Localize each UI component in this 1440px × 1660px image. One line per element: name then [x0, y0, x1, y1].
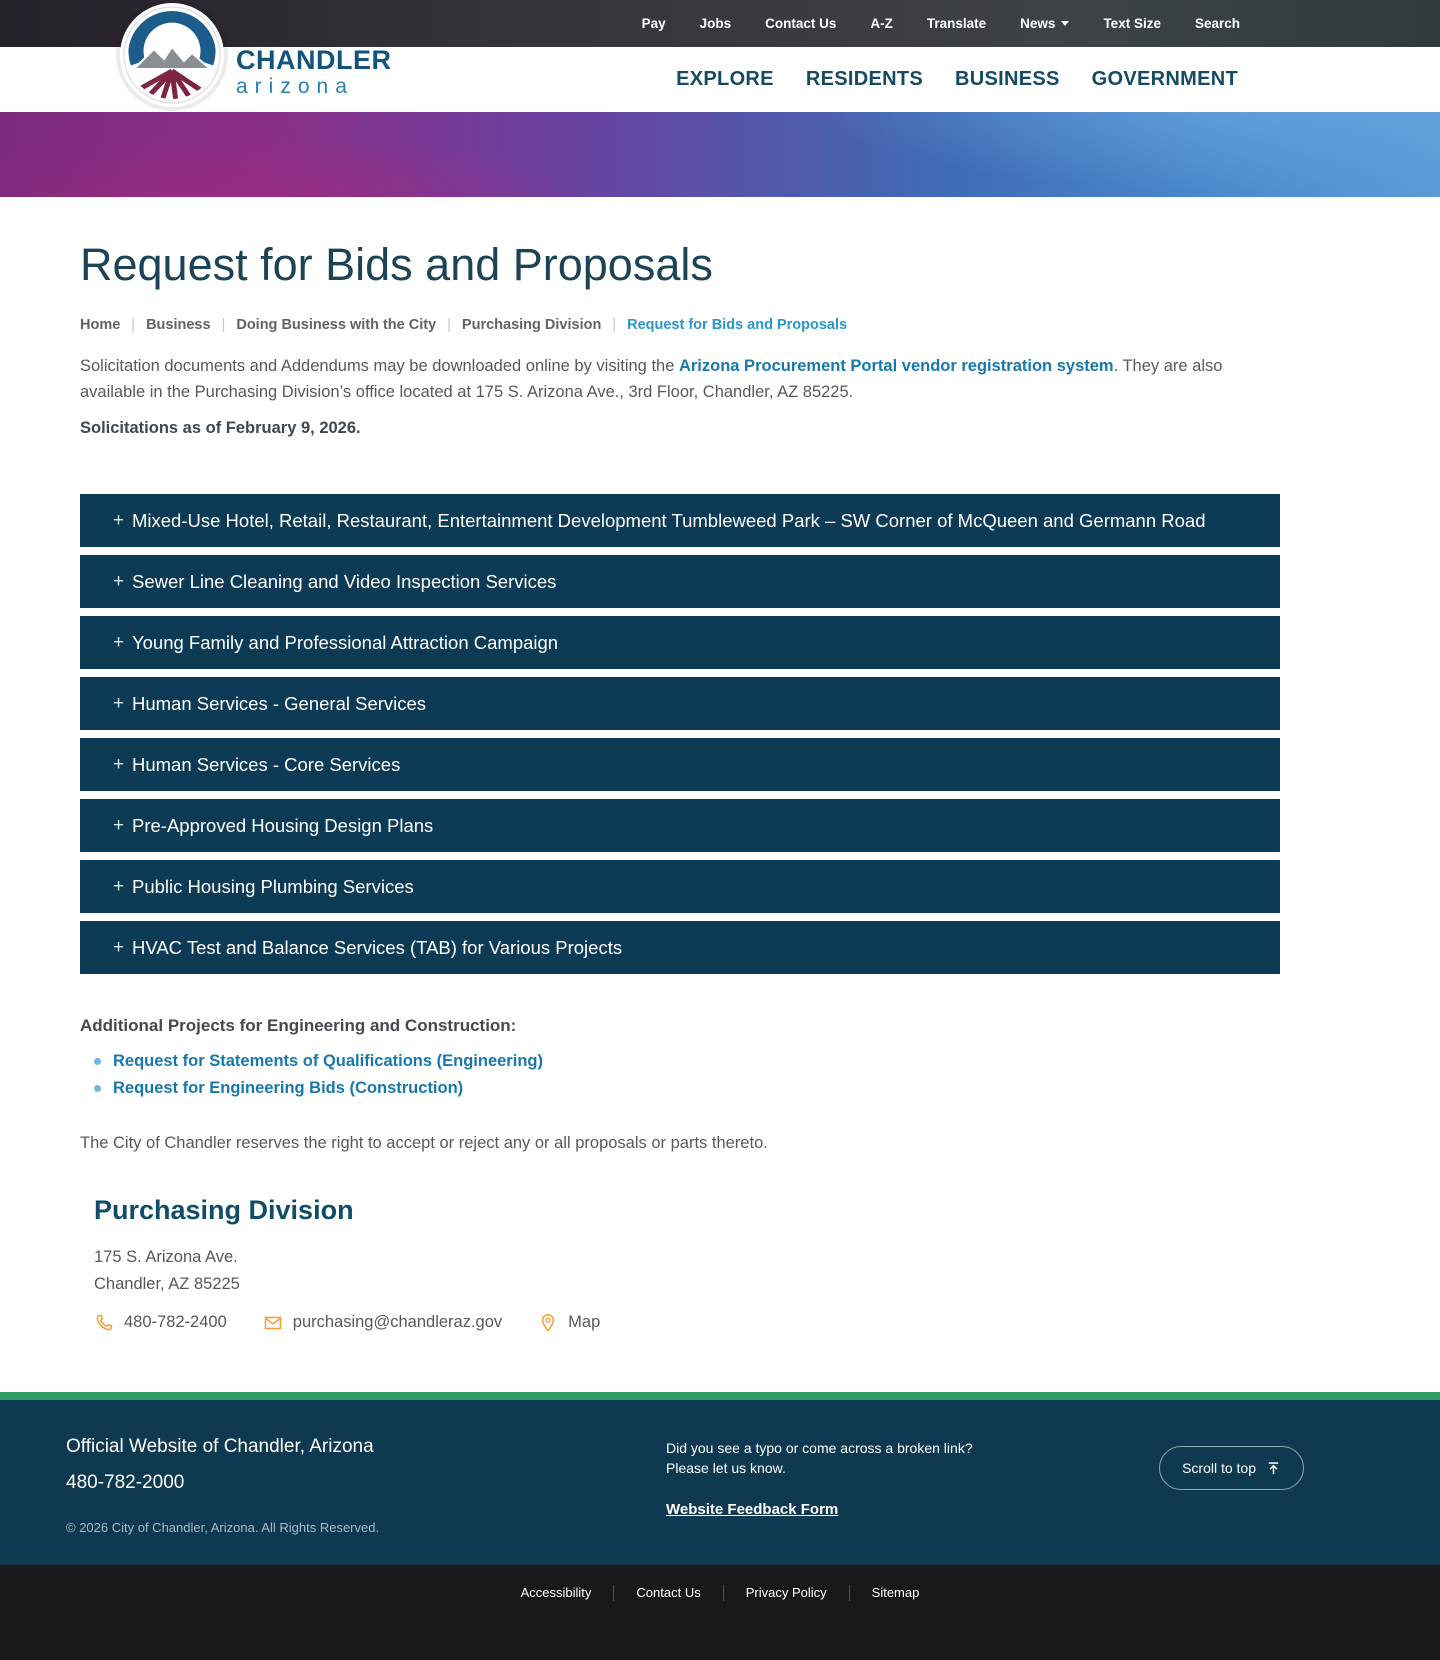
main-content — [80, 197, 1280, 1333]
contact-address — [94, 1244, 1280, 1297]
utility-link-label: A-Z — [870, 16, 893, 31]
utility-link-search[interactable] — [1195, 16, 1240, 31]
intro-text-after: . They are also available in the Purchasing Division’s office located at 175 S. Arizona Ave., 3rd Floor, Chandler, AZ 85225. — [80, 357, 1223, 402]
map-label: Map — [568, 1313, 601, 1332]
arrow-up-to-line-icon — [1266, 1461, 1281, 1476]
privacy-policy-link[interactable]: Privacy Policy — [723, 1585, 849, 1601]
breadcrumb-separator: | — [612, 317, 617, 333]
contact-links-row — [94, 1313, 1280, 1333]
utility-link-label: Text Size — [1103, 16, 1161, 31]
plus-icon: + — [113, 875, 125, 897]
utility-link-contact-us[interactable] — [765, 16, 836, 31]
solicitations-date-line: Solicitations as of February 9, 2026. — [80, 419, 361, 438]
accordion-label: Public Housing Plumbing Services — [132, 875, 414, 897]
breadcrumb-business[interactable]: Business — [146, 317, 211, 333]
list-item — [80, 1079, 1280, 1098]
address-line-2: Chandler, AZ 85225 — [94, 1274, 240, 1293]
bullet-icon — [94, 1058, 101, 1065]
accordion-label: Mixed-Use Hotel, Retail, Restaurant, Entertainment Development Tumbleweed Park – SW Corner of McQueen and Germann Road — [132, 509, 1206, 531]
nav-government[interactable]: GOVERNMENT — [1091, 68, 1238, 90]
map-link[interactable] — [538, 1313, 600, 1333]
breadcrumb-home[interactable]: Home — [80, 317, 121, 333]
address-line-1: 175 S. Arizona Ave. — [94, 1248, 238, 1267]
plus-icon: + — [113, 936, 125, 958]
accordion-public-housing-plumbing[interactable] — [80, 860, 1280, 913]
caret-down-icon — [1061, 21, 1069, 26]
accordion-label: Human Services - Core Services — [132, 753, 401, 775]
utility-link-label: Contact Us — [765, 16, 837, 31]
utility-link-label: Search — [1194, 16, 1240, 31]
nav-residents[interactable]: RESIDENTS — [805, 68, 923, 90]
chandler-logo-text — [236, 47, 392, 97]
accordion-mixed-use-hotel[interactable] — [80, 494, 1280, 547]
accordion-human-services-general[interactable] — [80, 677, 1280, 730]
footer-bottom-bar — [0, 1565, 1440, 1660]
accordion-label: Young Family and Professional Attraction Campaign — [132, 631, 559, 653]
utility-link-label: Jobs — [699, 16, 732, 31]
plus-icon: + — [113, 692, 125, 714]
intro-paragraph — [80, 353, 1250, 405]
plus-icon: + — [113, 753, 125, 775]
accordion-hvac-test-balance[interactable] — [80, 921, 1280, 974]
breadcrumb-doing-business[interactable]: Doing Business with the City — [236, 317, 437, 333]
accordion-label: HVAC Test and Balance Services (TAB) for Various Projects — [132, 936, 623, 958]
utility-link-a-z[interactable] — [870, 16, 893, 31]
plus-icon: + — [113, 509, 125, 531]
footer-bottom-links — [499, 1585, 942, 1603]
footer-left-column — [66, 1436, 666, 1535]
footer-right-column — [1066, 1436, 1374, 1535]
utility-link-jobs[interactable] — [700, 16, 732, 31]
contact-heading: Purchasing Division — [94, 1195, 354, 1226]
hero-gradient-banner — [0, 112, 1440, 197]
footer-phone: 480-782-2000 — [66, 1472, 185, 1493]
footer-green-accent-bar — [0, 1392, 1440, 1400]
chandler-logo-badge-icon — [120, 3, 224, 107]
purchasing-division-contact — [80, 1195, 1280, 1333]
contact-us-link[interactable]: Contact Us — [613, 1585, 722, 1601]
accordion-label: Sewer Line Cleaning and Video Inspection Services — [132, 570, 557, 592]
utility-link-label: Pay — [641, 16, 666, 31]
engineering-bids-link[interactable]: Request for Engineering Bids (Construction) — [113, 1079, 464, 1098]
intro-text-before: Solicitation documents and Addendums may be downloaded online by visiting the — [80, 357, 679, 375]
list-item — [80, 1052, 1280, 1071]
chandler-logo-icon — [120, 3, 224, 107]
accordion-sewer-line-cleaning[interactable] — [80, 555, 1280, 608]
chandler-logo[interactable] — [120, 3, 392, 107]
email-link[interactable] — [263, 1313, 502, 1333]
footer-official-text: Official Website of Chandler, Arizona — [66, 1436, 374, 1457]
utility-link-text-size[interactable] — [1103, 16, 1161, 31]
map-pin-icon — [538, 1313, 558, 1333]
utility-link-pay[interactable] — [642, 16, 666, 31]
scroll-to-top-label: Scroll to top — [1182, 1460, 1256, 1476]
brand-subtitle: arizona — [236, 75, 354, 98]
accordion-human-services-core[interactable] — [80, 738, 1280, 791]
additional-projects-heading: Additional Projects for Engineering and Construction: — [80, 1016, 517, 1036]
breadcrumb-separator: | — [447, 317, 451, 333]
plus-icon: + — [113, 814, 125, 836]
breadcrumb-purchasing-division[interactable]: Purchasing Division — [461, 317, 602, 333]
utility-link-label: Translate — [926, 16, 987, 31]
rsq-engineering-link[interactable]: Request for Statements of Qualifications (Engineering) — [113, 1052, 543, 1071]
accordion-pre-approved-housing[interactable] — [80, 799, 1280, 852]
brand-name: CHANDLER — [236, 45, 392, 75]
scroll-to-top-button[interactable] — [1159, 1446, 1304, 1490]
footer-typo-line2: Please let us know. — [666, 1460, 786, 1477]
procurement-portal-link[interactable]: Arizona Procurement Portal vendor registration system — [678, 357, 1114, 375]
utility-link-news[interactable] — [1020, 16, 1069, 31]
nav-explore[interactable]: EXPLORE — [676, 68, 774, 90]
plus-icon: + — [113, 631, 125, 653]
phone-number: 480-782-2400 — [124, 1313, 227, 1332]
website-feedback-form-link[interactable]: Website Feedback Form — [666, 1500, 839, 1518]
footer-main — [0, 1400, 1440, 1565]
phone-icon — [94, 1313, 114, 1333]
phone-link[interactable] — [94, 1313, 227, 1333]
footer-feedback-column — [666, 1436, 1066, 1535]
solicitations-accordion-list — [80, 494, 1280, 974]
utility-link-translate[interactable] — [927, 16, 986, 31]
main-nav — [676, 47, 1238, 112]
sitemap-link[interactable]: Sitemap — [849, 1585, 942, 1601]
additional-projects-list — [80, 1052, 1280, 1098]
email-address: purchasing@chandleraz.gov — [292, 1313, 503, 1332]
breadcrumb-separator: | — [221, 317, 226, 333]
footer-typo-line1: Did you see a typo or come across a broken link? — [666, 1440, 973, 1456]
breadcrumb — [80, 317, 1280, 333]
accessibility-link[interactable]: Accessibility — [520, 1585, 592, 1600]
breadcrumb-current: Request for Bids and Proposals — [627, 317, 848, 333]
footer-copyright: © 2026 City of Chandler, Arizona. All Rights Reserved. — [66, 1520, 380, 1535]
accordion-label: Pre-Approved Housing Design Plans — [132, 814, 434, 836]
disclaimer-text: The City of Chandler reserves the right to accept or reject any or all proposals or parts thereto. — [80, 1134, 768, 1153]
bullet-icon — [94, 1085, 101, 1092]
envelope-icon — [263, 1313, 283, 1333]
nav-business[interactable]: BUSINESS — [955, 68, 1060, 90]
accordion-label: Human Services - General Services — [132, 692, 427, 714]
plus-icon: + — [113, 570, 125, 592]
accordion-young-family-campaign[interactable] — [80, 616, 1280, 669]
site-footer — [0, 1392, 1440, 1660]
site-header — [0, 47, 1440, 112]
breadcrumb-separator: | — [131, 317, 136, 333]
utility-link-label: News — [1020, 16, 1056, 31]
page-title: Request for Bids and Proposals — [80, 239, 713, 290]
